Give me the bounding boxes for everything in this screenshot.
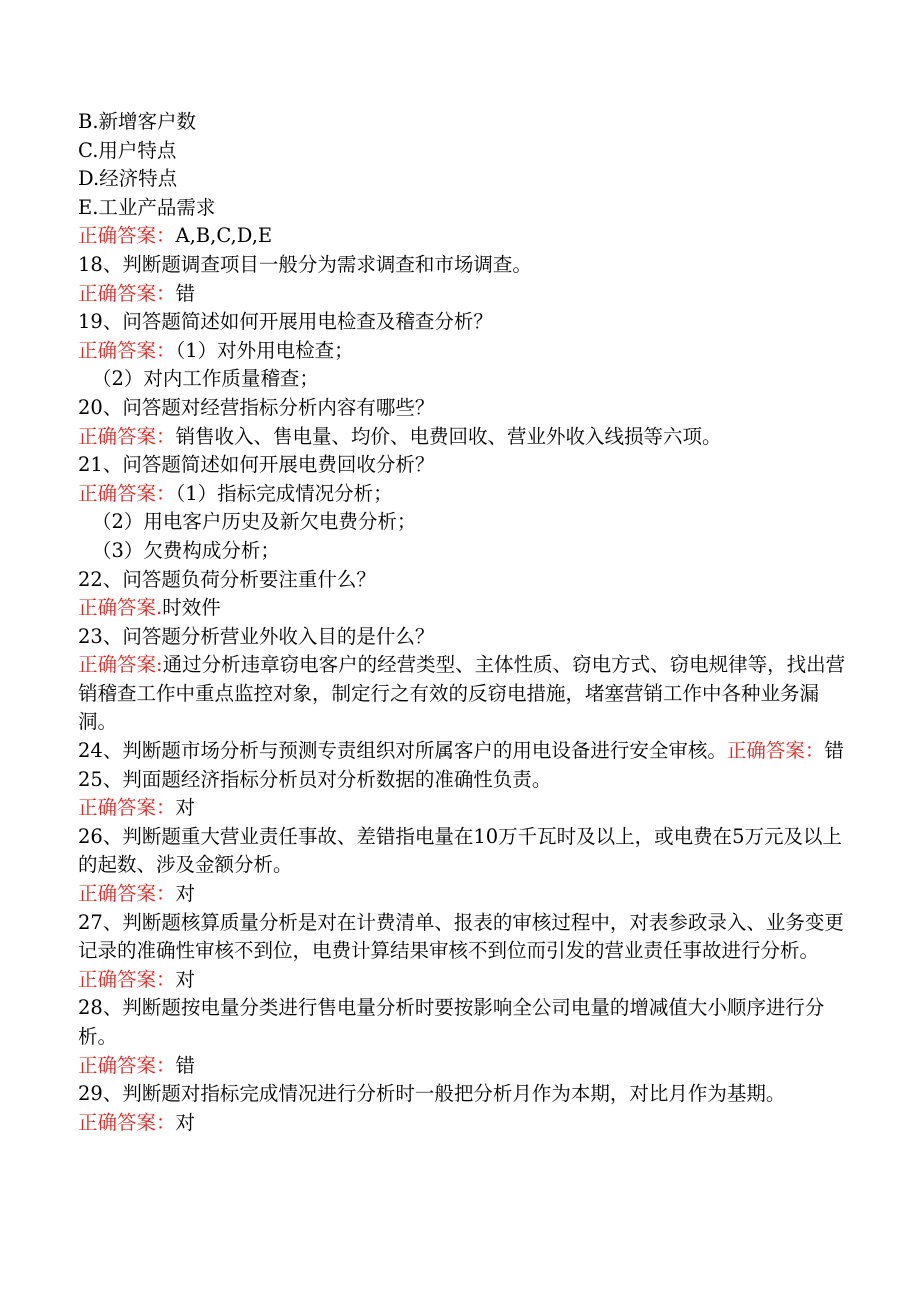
- answer-17: [78, 222, 846, 251]
- exam-document: [78, 108, 846, 1137]
- question-text: 24、判断题市场分析与预测专责组织对所属客户的用电设备进行安全审核。: [78, 739, 727, 763]
- answer-label: 正确答案：: [78, 481, 176, 505]
- question-answer-24: [78, 737, 846, 766]
- answer-21: [78, 480, 846, 509]
- answer-label: 正确答案：: [78, 1110, 176, 1134]
- answer-label: 正确答案：: [726, 739, 825, 763]
- question-29: 29、判断题对指标完成情况进行分析时一般把分析月作为本期，对比月作为基期。: [78, 1082, 786, 1106]
- answer-23: [78, 651, 846, 737]
- option-d: D.经济特点: [78, 167, 178, 191]
- answer-27: [78, 966, 846, 995]
- answer-text: 错: [175, 281, 196, 305]
- answer-text: 通过分析违章窃电客户的经营类型、主体性质、窃电方式、窃电规律等，找出营销稽查工作中重点监控对象，制定行之有效的反窃电措施，堵塞营销工作中各种业务漏洞。: [78, 653, 846, 734]
- answer-21-cont-2: （3）欠费构成分析；: [92, 538, 280, 562]
- question-27: 27、判断题核算质量分析是对在计费清单、报表的审核过程中，对表参政录入、业务变更记录的准确性审核不到位，电费计算结果审核不到位而引发的营业责任事故进行分析。: [78, 910, 844, 963]
- question-18: 18、判断题调查项目一般分为需求调查和市场调查。: [78, 252, 532, 276]
- answer-26: [78, 880, 846, 909]
- question-20: 20、问答题对经营指标分析内容有哪些？: [78, 395, 435, 419]
- answer-text: A,B,C,D,E: [175, 224, 273, 248]
- answer-text: 销售收入、售电量、均价、电费回收、营业外收入线损等六项。: [175, 424, 722, 448]
- question-19: 19、问答题简述如何开展用电检查及稽查分析？: [78, 310, 493, 334]
- question-25: 25、判面题经济指标分析员对分析数据的准确性负责。: [78, 767, 552, 791]
- answer-19: [78, 337, 846, 366]
- question-26: 26、判断题重大营业责任事故、差错指电量在10万千瓦时及以上，或电费在5万元及以上的起数、涉及金额分析。: [78, 824, 843, 877]
- question-21: 21、问答题简述如何开展电费回收分析？: [78, 453, 435, 477]
- answer-label: 正确答案：: [78, 967, 176, 991]
- answer-label: 正确答案：: [78, 882, 176, 906]
- answer-label: 正确答案：: [78, 424, 176, 448]
- answer-text: （1）指标完成情况分析；: [175, 481, 393, 505]
- answer-text: 错: [175, 1053, 196, 1077]
- answer-label: 正确答案：: [78, 796, 176, 820]
- answer-label: 正确答案:: [78, 653, 163, 677]
- answer-label: 正确答案：: [78, 281, 176, 305]
- answer-20: [78, 423, 846, 452]
- answer-25: [78, 794, 846, 823]
- answer-text: 对: [175, 796, 196, 820]
- answer-text: 时效件: [162, 596, 221, 620]
- answer-18: [78, 280, 846, 309]
- option-e: E.工业产品需求: [78, 195, 216, 219]
- question-22: 22、问答题负荷分析要注重什么？: [78, 567, 376, 591]
- option-c: C.用户特点: [78, 138, 177, 162]
- question-28: 28、判断题按电量分类进行售电量分析时要按影响全公司电量的增减值大小顺序进行分析。: [78, 996, 825, 1048]
- answer-label: 正确答案：: [78, 1053, 176, 1077]
- option-b: B.新增客户数: [78, 110, 197, 133]
- answer-text: 错: [824, 739, 844, 763]
- question-23: 23、问答题分析营业外收入目的是什么？: [78, 624, 435, 648]
- answer-label: 正确答案：: [78, 338, 176, 362]
- answer-label: 正确答案.: [78, 596, 163, 620]
- answer-text: 对: [175, 882, 196, 906]
- answer-text: （1）对外用电检查；: [175, 338, 354, 362]
- answer-label: 正确答案：: [78, 224, 176, 248]
- answer-text: 对: [175, 967, 196, 991]
- answer-28: [78, 1052, 846, 1081]
- answer-21-cont-1: （2）用电客户历史及新欠电费分析；: [92, 510, 417, 534]
- answer-text: 对: [175, 1110, 196, 1134]
- answer-19-cont: （2）对内工作质量稽查；: [92, 367, 319, 391]
- answer-29: [78, 1109, 846, 1138]
- answer-22: [78, 594, 846, 623]
